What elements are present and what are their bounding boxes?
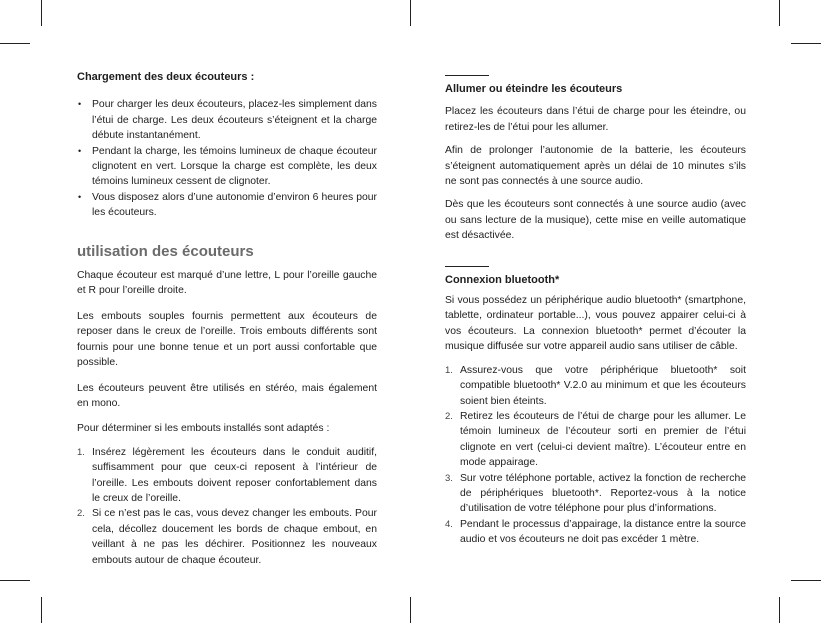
usage-paragraph: Les écouteurs peuvent être utilisés en stéréo, mais également en mono. <box>77 382 377 409</box>
bluetooth-steps-list <box>445 363 746 548</box>
power-paragraph: Afin de prolonger l’autonomie de la batterie, les écouteurs s’éteignent automatiquement après un délai de 10 minutes s’ils ne sont pas connectés à une source audio. <box>445 145 746 188</box>
crop-mark-right-bottom <box>791 580 821 581</box>
bluetooth-heading: Connexion bluetooth* <box>445 273 560 286</box>
right-page <box>445 75 746 548</box>
crop-mark-bottom-left <box>41 597 42 623</box>
usage-steps-list <box>77 445 377 568</box>
usage-heading: utilisation des écouteurs <box>77 242 254 260</box>
bullet-marker: • <box>78 191 82 202</box>
step-number: 2. <box>77 508 85 520</box>
power-paragraph: Placez les écouteurs dans l’étui de charge pour les éteindre, ou retirez-les de l’étui pour les allumer. <box>445 106 746 133</box>
crop-mark-top-left <box>41 0 42 26</box>
step-number: 1. <box>77 446 85 458</box>
charging-heading: Chargement des deux écouteurs : <box>77 71 255 83</box>
list-item: 2. Si ce n’est pas le cas, vous devez changer les embouts. Pour cela, décollez doucement les bords de chaque embout, en veillant à ne pas les déchirer. Positionnez les nouveaux embouts autour de chaque écouteur. <box>77 508 377 566</box>
list-item: • Vous disposez alors d’une autonomie d’environ 6 heures pour les écouteurs. <box>78 191 377 219</box>
list-item: 4. Pendant le processus d’appairage, la distance entre la source audio et vos écouteurs ne doit pas excéder 1 mètre. <box>445 518 746 546</box>
section-rule <box>445 266 489 267</box>
section-rule <box>445 75 489 76</box>
crop-mark-bottom-right <box>779 597 780 623</box>
step-number: 3. <box>445 472 453 484</box>
crop-mark-top-right <box>779 0 780 26</box>
usage-paragraph: Les embouts souples fournis permettent aux écouteurs de reposer dans le creux de l’oreille. Trois embouts différents sont fournis pour une bonne tenue et un port aussi confortable que possible. <box>77 310 377 369</box>
crop-mark-left-bottom <box>0 580 30 581</box>
usage-paragraph: Chaque écouteur est marqué d’une lettre, L pour l’oreille gauche et R pour l’oreille droite. <box>77 270 377 297</box>
list-item: 1. Assurez-vous que votre périphérique bluetooth* soit compatible bluetooth* V.2.0 au minimum et que les écouteurs soient bien éteints. <box>445 364 746 407</box>
usage-paragraph: Pour déterminer si les embouts installés sont adaptés : <box>77 423 330 435</box>
bullet-marker: • <box>78 99 82 110</box>
crop-mark-bottom-center <box>410 597 411 623</box>
list-item: • Pendant la charge, les témoins lumineux de chaque écouteur clignotent en vert. Lorsque la charge est complète, les deux témoins lumineux cessent de clignoter. <box>78 145 377 188</box>
list-item: 1. Insérez légèrement les écouteurs dans le conduit auditif, suffisamment pour que ceux-ci reposent à l’intérieur de l’oreille. Les embouts doivent reposer confortablement dans le creux de l’oreille. <box>77 446 377 504</box>
charging-bullet-list <box>77 97 377 220</box>
left-page <box>77 70 377 568</box>
crop-mark-top-center <box>410 0 411 26</box>
crop-mark-left-top <box>0 43 30 44</box>
crop-mark-right-top <box>791 43 821 44</box>
power-paragraph: Dès que les écouteurs sont connectés à une source audio (avec ou sans lecture de la musique), cette mise en veille automatique est désactivée. <box>445 199 746 242</box>
step-number: 4. <box>445 518 453 530</box>
bullet-marker: • <box>78 145 82 156</box>
list-item: 3. Sur votre téléphone portable, activez la fonction de recherche de périphériques bluetooth*. Reportez-vous à la notice d’utilisation de votre téléphone pour plus d’informations. <box>445 472 746 515</box>
power-heading: Allumer ou éteindre les écouteurs <box>445 83 623 95</box>
step-number: 2. <box>445 410 453 422</box>
list-item: 2. Retirez les écouteurs de l’étui de charge pour les allumer. Le témoin lumineux de l’écouteur sorti en premier de l’étui clignote en vert (celui-ci devient maître). L’écouteur entre en mode appairage. <box>445 410 746 469</box>
bluetooth-paragraph: Si vous possédez un périphérique audio bluetooth* (smartphone, tablette, ordinateur portable...), vous pouvez appairer celui-ci à vos écouteurs. La connexion bluetooth* permet d’écouter la musique diffusée sur votre appareil audio sans utiliser de câble. <box>445 295 746 353</box>
step-number: 1. <box>445 364 453 376</box>
list-item: • Pour charger les deux écouteurs, placez-les simplement dans l’étui de charge. Les deux écouteurs s’éteignent et la charge débute instantanément. <box>78 99 377 142</box>
